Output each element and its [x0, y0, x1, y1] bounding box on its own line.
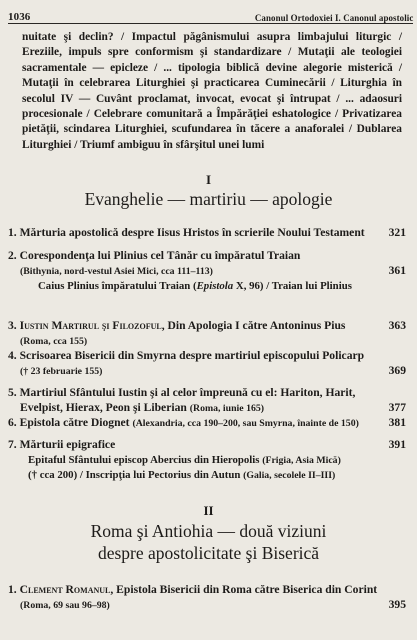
- toc-entry-1-5[interactable]: [8, 386, 406, 416]
- toc-entry-2-1[interactable]: [8, 583, 406, 613]
- section-2-title-line-2: despre apostolicitate şi Biserică: [97, 543, 320, 563]
- entry-meta: (Roma, cca 155): [20, 335, 88, 347]
- entry-title: , Din Apologia I către Antoninus Pius: [161, 319, 346, 332]
- entry-page-number: 363: [388, 319, 406, 332]
- entry-meta: (Roma, iunie 165): [189, 402, 265, 414]
- entry-number: 1.: [8, 226, 17, 239]
- entry-number: 5.: [8, 386, 17, 399]
- toc-entry-1-1[interactable]: [8, 226, 406, 241]
- entry-number: 1.: [8, 583, 17, 596]
- entry-meta: (Roma, 69 sau 96–98): [20, 599, 110, 611]
- intro-paragraph: nuitate şi declin? / Impactul păgânismului asupra limbajului liturgic / Ereziile, impuls spre conformism şi standardizare / Mutaţii ale teologiei sacramentale — epicleze / ... tipologia biblică devine alegorie misterică / Mutaţii în celebrarea Liturghiei şi practicarea Cuminecării / Liturghia în secolul IV — Cuvânt proclamat, invocat, evocat şi întrupat / ... adaosuri procesionale / Celebrare comunitară a Împărăţiei eshatologice / Privatizarea pietăţii, scindarea Liturghiei, scufundarea în tăcere a anaforalei / Dublarea Liturghiei / Triumf ambiguu în sfârşitul unei lumi: [22, 31, 402, 151]
- entry-title: Corespondenţa lui Plinius cel Tânăr cu împăratul Traian: [19, 249, 301, 262]
- section-2-number: II: [203, 503, 214, 518]
- entry-page-number: 377: [388, 401, 406, 414]
- entry-title: Mărturia apostolică despre Iisus Hristos în scrierile Noului Testament: [19, 226, 365, 239]
- entry-sub-text-end: X, 96) / Traian lui Plinius: [233, 279, 352, 292]
- entry-number: 4.: [8, 349, 17, 362]
- section-1-number: I: [205, 172, 212, 187]
- entry-sub-meta: (Frigia, Asia Mică): [262, 454, 341, 466]
- entry-sub-italic: Epistola: [196, 279, 234, 292]
- entry-page-number: 381: [388, 416, 406, 429]
- entry-number: 7.: [8, 438, 17, 451]
- entry-sub-text-2: († cca 200) / Inscripţia lui Pectorius din Autun: [28, 468, 241, 481]
- toc-entry-1-2[interactable]: [8, 249, 406, 293]
- entry-meta: (Alexandria, cca 190–200, sau Smyrna, înainte de 150): [132, 418, 359, 429]
- entry-sub-text: Epitaful Sfântului episcop Abercius din Hieropolis: [28, 453, 260, 466]
- entry-number: 2.: [8, 249, 17, 262]
- running-title: Canonul Ortodoxiei I. Canonul apostolic: [254, 13, 413, 23]
- entry-page-number: 391: [388, 438, 406, 451]
- entry-author: Clement Romanul: [19, 583, 111, 596]
- entry-title: Martiriul Sfântului Iustin şi al celor împreună cu el: Hariton, Harit, Evelpist, Hierax, Peon şi Liberian: [19, 386, 356, 414]
- section-2-title-line-1: Roma şi Antiohia — două viziuni: [90, 521, 327, 541]
- entry-page-number: 369: [388, 364, 406, 377]
- running-header: [8, 5, 413, 24]
- entry-meta: († 23 februarie 155): [20, 365, 103, 377]
- entry-author: Iustin Martirul şi Filozoful: [19, 319, 162, 332]
- entry-sub-text: Caius Plinius împăratului Traian (: [38, 279, 197, 292]
- entry-title: Epistola către Diognet: [19, 416, 130, 429]
- toc-entry-1-7[interactable]: [8, 438, 406, 483]
- section-1-title: Evanghelie — martiriu — apologie: [84, 189, 333, 209]
- entry-sub-meta-2: (Galia, secolele II–III): [243, 469, 336, 481]
- page-number: 1036: [8, 11, 31, 23]
- entry-page-number: 395: [388, 598, 406, 611]
- toc-entry-1-4[interactable]: [8, 349, 406, 379]
- toc-entry-1-6[interactable]: [8, 416, 406, 432]
- entry-meta: (Bithynia, nord-vestul Asiei Mici, cca 111–113): [20, 265, 213, 277]
- entry-page-number: 321: [388, 226, 406, 239]
- entry-title: , Epistola Bisericii din Roma către Biserica din Corint: [110, 583, 378, 596]
- entry-number: 6.: [8, 416, 17, 429]
- toc-entry-1-3[interactable]: [8, 319, 406, 349]
- entry-title: Mărturii epigrafice: [19, 438, 116, 451]
- entry-number: 3.: [8, 319, 17, 332]
- entry-title: Scrisoarea Bisericii din Smyrna despre martiriul episcopului Policarp: [19, 349, 365, 362]
- entry-page-number: 361: [388, 264, 406, 277]
